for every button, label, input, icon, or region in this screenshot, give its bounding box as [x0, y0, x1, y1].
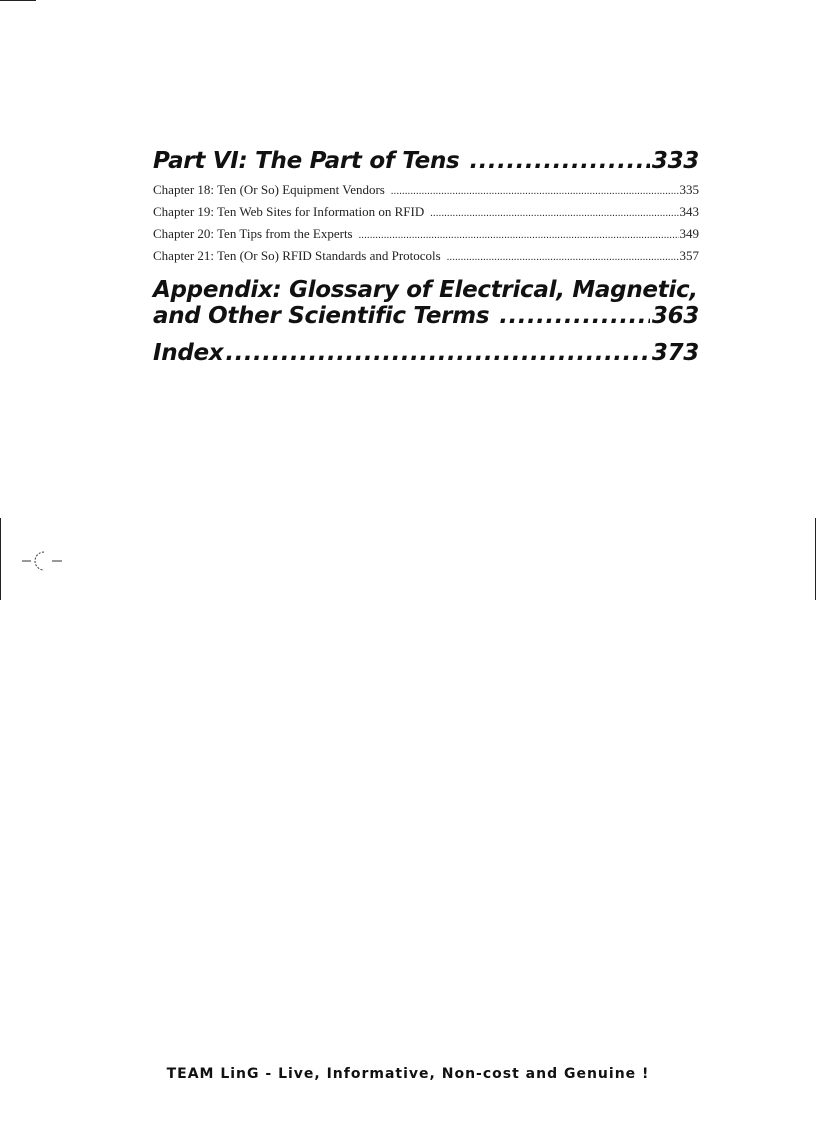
- dot-leader: [424, 204, 678, 224]
- toc-chapter-21[interactable]: [153, 246, 699, 268]
- toc-chapter-title: Chapter 20: Ten Tips from the Experts: [153, 226, 353, 241]
- toc-chapter-page: 343: [679, 204, 699, 219]
- toc-appendix-title-line1[interactable]: Appendix: Glossary of Electrical, Magnetic,: [153, 277, 698, 303]
- toc-index-title: Index: [153, 340, 224, 366]
- toc-chapter-title: Chapter 18: Ten (Or So) Equipment Vendors: [153, 182, 385, 197]
- toc-chapter-19[interactable]: [153, 202, 699, 224]
- dot-leader: [223, 340, 650, 366]
- toc-appendix[interactable]: [153, 303, 699, 329]
- toc-part-vi[interactable]: [153, 148, 699, 174]
- toc-chapter-page: 349: [679, 226, 699, 241]
- toc-chapter-title: Chapter 19: Ten Web Sites for Information on RFID: [153, 204, 425, 219]
- toc-part-vi-title: Part VI: The Part of Tens: [153, 148, 460, 174]
- toc-part-vi-page: 333: [651, 148, 699, 174]
- dot-leader: [353, 226, 679, 246]
- dot-leader: [441, 248, 679, 268]
- registration-mark-icon: [22, 548, 66, 574]
- toc-chapter-18[interactable]: [153, 180, 699, 202]
- toc-chapter-title: Chapter 21: Ten (Or So) RFID Standards and Protocols: [153, 248, 441, 263]
- toc-appendix-page: 363: [651, 303, 699, 329]
- dot-leader: [489, 303, 650, 329]
- toc-index[interactable]: [153, 340, 699, 366]
- dot-leader: [459, 148, 649, 174]
- toc-chapter-page: 335: [679, 182, 699, 197]
- dot-leader: [385, 182, 679, 202]
- crop-mark-left: [0, 518, 1, 600]
- footer-watermark: TEAM LinG - Live, Informative, Non-cost and Genuine !: [166, 1066, 650, 1082]
- crop-mark-top: [0, 0, 36, 1]
- toc-index-page: 373: [651, 340, 699, 366]
- table-of-contents: [153, 148, 699, 366]
- toc-chapter-page: 357: [679, 248, 699, 263]
- toc-chapter-20[interactable]: [153, 224, 699, 246]
- toc-appendix-title-line2: and Other Scientific Terms: [153, 303, 490, 329]
